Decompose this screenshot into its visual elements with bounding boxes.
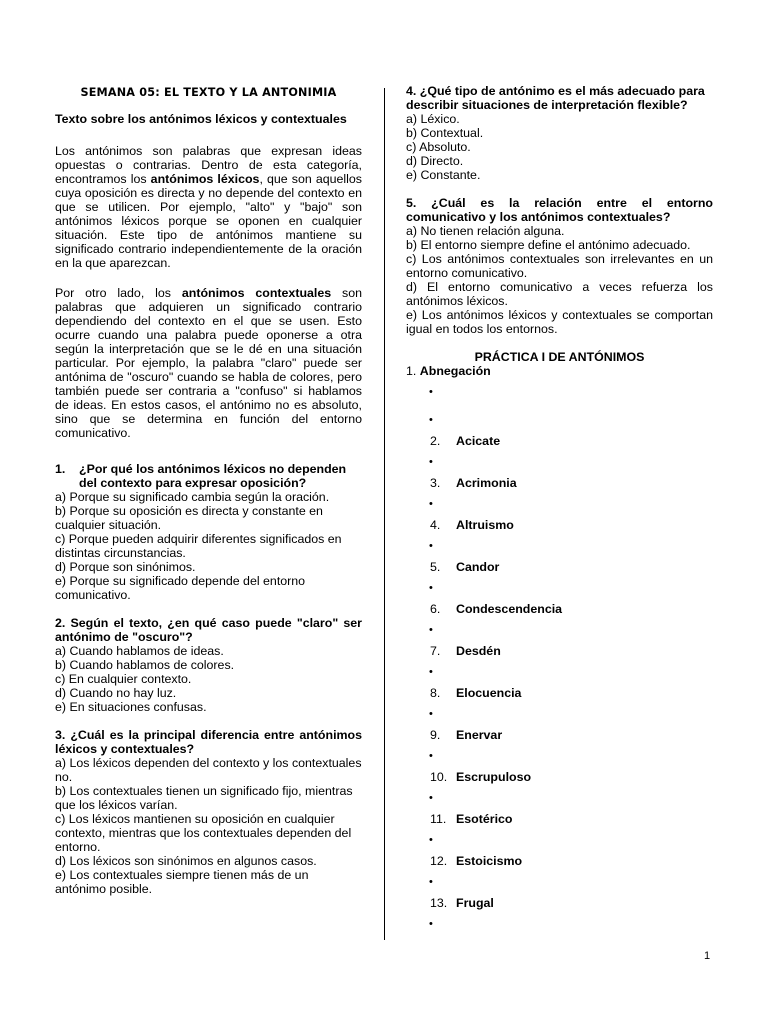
question-number: 1. [55, 462, 66, 476]
question-option: e) Constante. [406, 168, 481, 182]
question-option: a) Porque su significado cambia según la oración. [55, 490, 330, 504]
practice-list [406, 378, 713, 938]
paragraph-contextual: Por otro lado, los antónimos contextuales son palabras que adquieren un significado contrario dependiendo del contexto en el que se usen. Esto ocurre cuando una palabra puede oponerse a otra según la interpretación que se le dé en una situación particular. Por ejemplo, la palabra "claro" puede ser antónima de "oscuro" cuando se habla de colores, pero también puede ser contraria a "confuso" si hablamos de ideas. En estos casos, el antónimo no es absoluto, sino que se determina en función del entorno comunicativo. [55, 286, 362, 440]
practice-item [406, 854, 713, 868]
question-option: c) Los léxicos mantienen su oposición en cualquier contexto, mientras que los contextuales dependen del entorno. [55, 812, 352, 854]
bullet-icon: • [429, 666, 433, 678]
question-2 [55, 616, 362, 714]
question-option: c) Absoluto. [406, 140, 471, 154]
bullet-icon: • [429, 414, 433, 426]
paragraph-lexical: Los antónimos son palabras que expresan ideas opuestas o contrarias. Dentro de esta categoría, encontramos los antónimos léxicos, que son aquellos cuya oposición es directa y no depende del contexto en que se utilicen. Por ejemplo, "alto" y "bajo" son antónimos léxicos porque se oponen en cualquier situación. Este tipo de antónimos mantiene su significado contrario independientemente de la oración en la que aparezcan. [55, 144, 362, 270]
practice-item-word: Candor [456, 560, 500, 574]
practice-item [406, 434, 713, 448]
practice-item-number: 2. [430, 434, 441, 448]
question-option: b) Contextual. [406, 126, 484, 140]
practice-item-word: Desdén [456, 644, 501, 658]
practice-item [406, 518, 713, 532]
question-title: 2. Según el texto, ¿en qué caso puede "claro" ser antónimo de "oscuro"? [55, 616, 362, 644]
practice-item-number: 6. [430, 602, 441, 616]
bullet-icon: • [429, 834, 433, 846]
practice-item-word: Acicate [456, 434, 501, 448]
column-divider [384, 88, 385, 940]
practice-item-1: 1. Abnegación [406, 364, 491, 378]
practice-item [406, 812, 713, 826]
question-option: d) Cuando no hay luz. [55, 686, 177, 700]
question-title: 4. ¿Qué tipo de antónimo es el más adecuado para describir situaciones de interpretación flexible? [406, 84, 705, 112]
question-option: b) El entorno siempre define el antónimo adecuado. [406, 238, 691, 252]
question-option: b) Los contextuales tienen un significado fijo, mientras que los léxicos varían. [55, 784, 353, 812]
text-subtitle: Texto sobre los antónimos léxicos y contextuales [55, 112, 347, 126]
practice-item-number: 12. [430, 854, 448, 868]
question-option: c) En cualquier contexto. [55, 672, 192, 686]
practice-item-word: Elocuencia [456, 686, 522, 700]
bullet-icon: • [429, 876, 433, 888]
practice-item-number: 5. [430, 560, 441, 574]
practice-item-number: 9. [430, 728, 441, 742]
question-option: a) No tienen relación alguna. [406, 224, 565, 238]
practice-item [406, 770, 713, 784]
bullet-icon: • [429, 498, 433, 510]
question-title: ¿Por qué los antónimos léxicos no dependen del contexto para expresar oposición? [79, 462, 347, 490]
practice-item-number: 3. [430, 476, 441, 490]
practice-item [406, 728, 713, 742]
question-option: e) Los contextuales siempre tienen más de un antónimo posible. [55, 868, 309, 896]
question-option: a) Léxico. [406, 112, 460, 126]
question-4 [406, 84, 713, 182]
question-option: e) Los antónimos léxicos y contextuales se comportan igual en todos los entornos. [406, 308, 713, 336]
practice-item-word: Esotérico [456, 812, 513, 826]
page-header: SEMANA 05: EL TEXTO Y LA ANTONIMIA [80, 86, 337, 99]
question-option: a) Los léxicos dependen del contexto y los contextuales no. [55, 756, 362, 784]
practice-title: PRÁCTICA I DE ANTÓNIMOS [474, 350, 645, 364]
question-option: b) Cuando hablamos de colores. [55, 658, 235, 672]
term-lexical: antónimos léxicos [150, 172, 260, 186]
practice-item-number: 7. [430, 644, 441, 658]
bullet-icon: • [429, 750, 433, 762]
bullet-icon: • [429, 624, 433, 636]
bullet-icon: • [429, 540, 433, 552]
bullet-icon: • [429, 708, 433, 720]
question-option: d) Porque son sinónimos. [55, 560, 196, 574]
practice-item [406, 602, 713, 616]
practice-item [406, 896, 713, 910]
left-column [55, 84, 362, 910]
question-option: e) En situaciones confusas. [55, 700, 207, 714]
practice-item-number: 8. [430, 686, 441, 700]
question-1 [55, 462, 362, 602]
question-option: d) El entorno comunicativo a veces refuerza los antónimos léxicos. [406, 280, 713, 308]
practice-item-word: Escrupuloso [456, 770, 532, 784]
bullet-icon: • [429, 386, 433, 398]
practice-item-word: Frugal [456, 896, 494, 910]
question-3 [55, 728, 362, 896]
term-contextual: antónimos contextuales [181, 286, 332, 300]
practice-item-word: Condescendencia [456, 602, 563, 616]
practice-item-word: Altruismo [456, 518, 514, 532]
question-title: 5. ¿Cuál es la relación entre el entorno comunicativo y los antónimos contextuales? [406, 196, 713, 224]
right-column [406, 84, 713, 938]
question-option: d) Los léxicos son sinónimos en algunos casos. [55, 854, 317, 868]
bullet-icon: • [429, 918, 433, 930]
question-option: c) Porque pueden adquirir diferentes significados en distintas circunstancias. [55, 532, 342, 560]
page-number: 1 [704, 950, 711, 962]
practice-item-number: 4. [430, 518, 441, 532]
practice-item [406, 644, 713, 658]
question-option: c) Los antónimos contextuales son irrelevantes en un entorno comunicativo. [406, 252, 713, 280]
question-option: b) Porque su oposición es directa y constante en cualquier situación. [55, 504, 323, 532]
practice-item-word: Estoicismo [456, 854, 523, 868]
question-option: e) Porque su significado depende del entorno comunicativo. [55, 574, 306, 602]
question-5 [406, 196, 713, 336]
bullet-icon: • [429, 582, 433, 594]
practice-item-word: Acrimonia [456, 476, 517, 490]
practice-item [406, 560, 713, 574]
practice-item-word: Enervar [456, 728, 503, 742]
question-title: 3. ¿Cuál es la principal diferencia entre antónimos léxicos y contextuales? [55, 728, 362, 756]
practice-item-number: 11. [430, 812, 447, 826]
question-option: d) Directo. [406, 154, 464, 168]
practice-item-number: 10. [430, 770, 448, 784]
bullet-icon: • [429, 456, 433, 468]
practice-item [406, 686, 713, 700]
practice-item [406, 476, 713, 490]
practice-item-number: 13. [430, 896, 448, 910]
bullet-icon: • [429, 792, 433, 804]
question-option: a) Cuando hablamos de ideas. [55, 644, 224, 658]
